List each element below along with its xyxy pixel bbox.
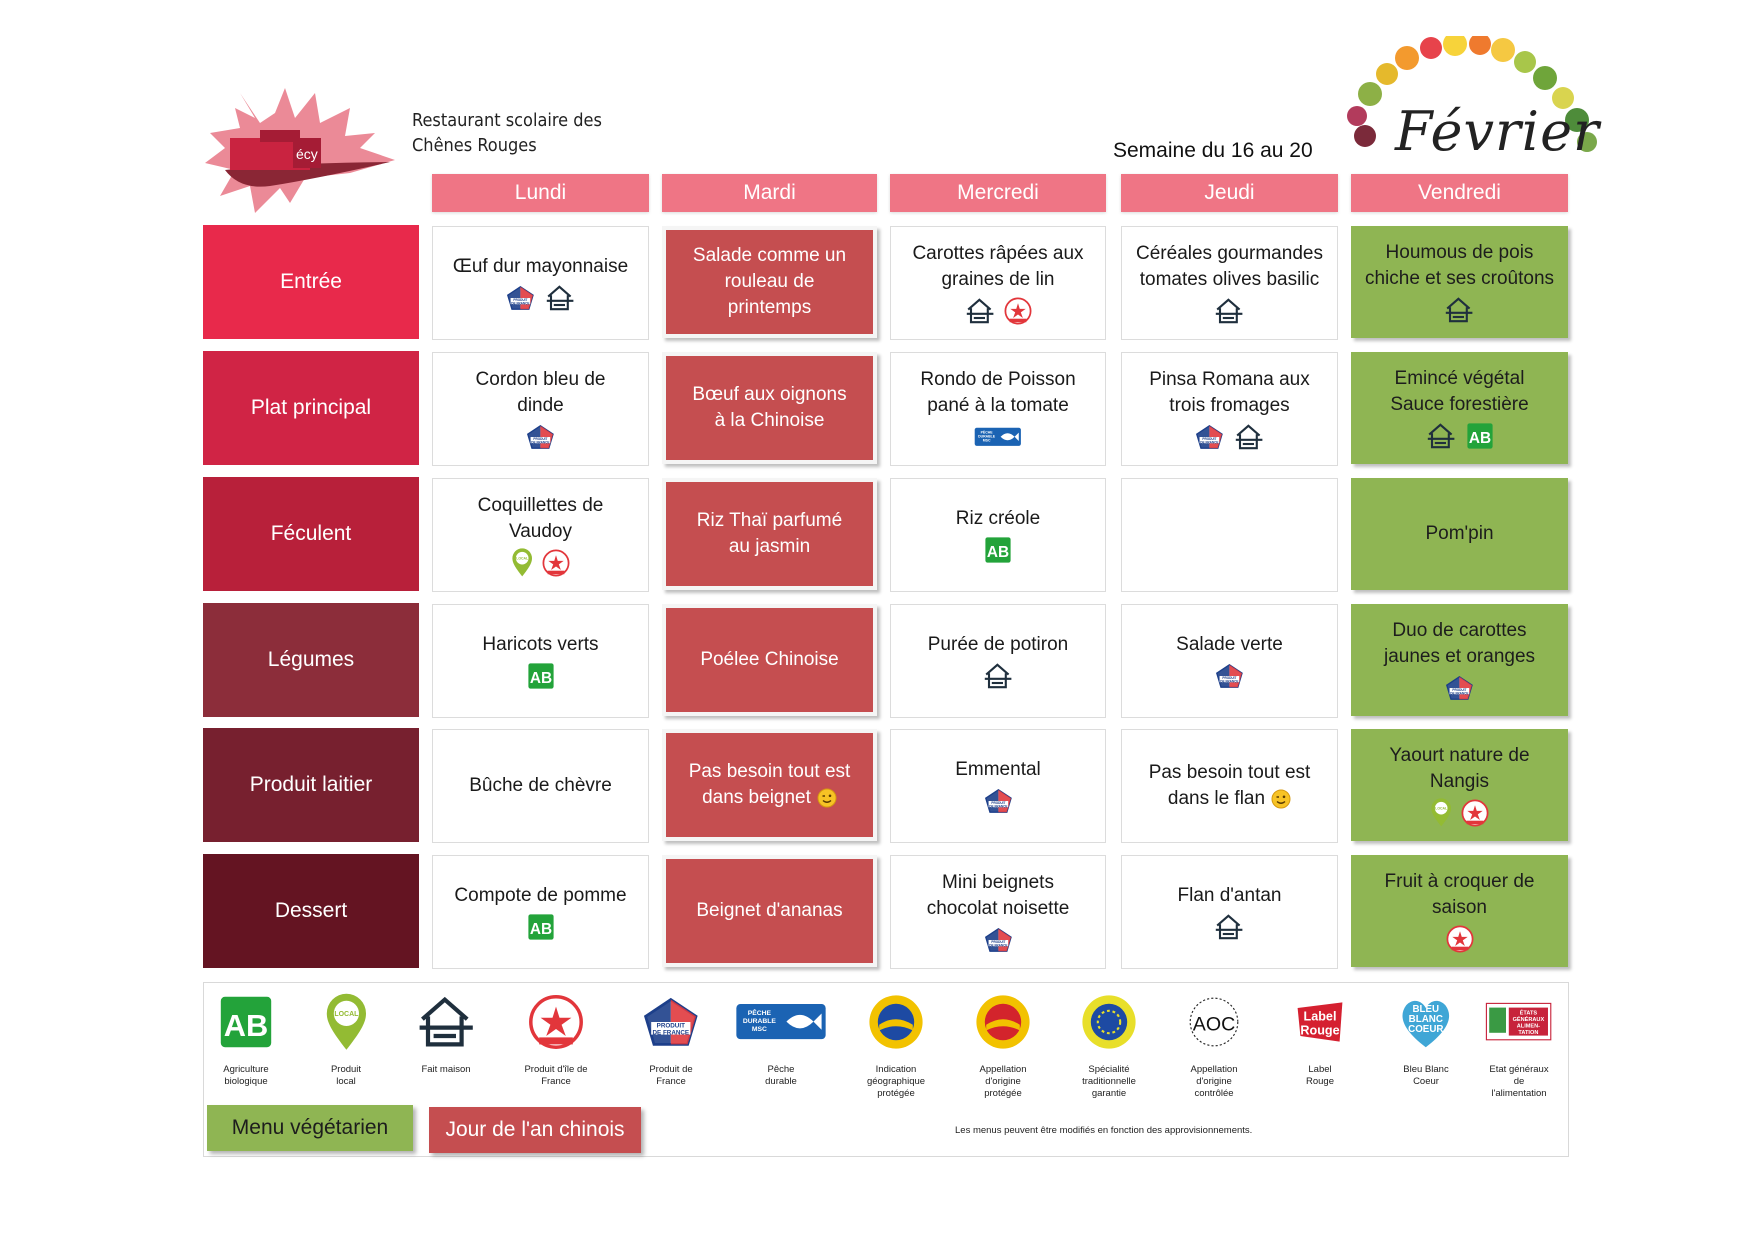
legend-item xyxy=(625,990,717,1088)
label-icons xyxy=(974,422,1022,452)
svg-text:DURABLE: DURABLE xyxy=(978,434,996,439)
svg-text:MSC: MSC xyxy=(751,1026,767,1034)
dish-name: Flan d'antan xyxy=(1177,884,1282,906)
menu-cell-lundi-0 xyxy=(432,226,649,340)
legend-item xyxy=(200,990,292,1088)
legend-label: Label Rouge xyxy=(1306,1064,1334,1087)
aoc-icon xyxy=(1168,990,1260,1054)
svg-text:ALIMEN-: ALIMEN- xyxy=(1517,1023,1541,1030)
day-header-mardi: Mardi xyxy=(662,174,877,212)
svg-text:AB: AB xyxy=(529,669,552,687)
menu-cell-jeudi-3 xyxy=(1121,604,1338,718)
label-icons xyxy=(1430,798,1488,828)
menu-cell-mardi-0 xyxy=(662,226,877,338)
legend-label: Spécialité traditionnelle garantie xyxy=(1082,1064,1136,1099)
agriculture-biologique-icon xyxy=(527,913,555,941)
produit-de-france-icon xyxy=(983,926,1014,954)
dish-name: Pas besoin tout est dans le flan xyxy=(1148,762,1311,809)
legend-item xyxy=(400,990,492,1076)
svg-text:PRODUIT: PRODUIT xyxy=(1452,687,1467,692)
svg-text:DE FRANCE: DE FRANCE xyxy=(988,803,1008,808)
menu-cell-mardi-3 xyxy=(662,604,877,716)
svg-text:ÉTATS: ÉTATS xyxy=(1520,1011,1538,1018)
svg-text:PRODUIT: PRODUIT xyxy=(533,436,548,441)
label-icons xyxy=(527,661,555,691)
dish-name: Fruit à croquer de saison xyxy=(1384,870,1535,918)
menu-cell-mercredi-4 xyxy=(890,729,1106,843)
dish-name: Riz créole xyxy=(955,507,1041,529)
legend-label: Produit de France xyxy=(649,1064,693,1087)
menu-cell-mardi-4 xyxy=(662,729,877,841)
legend-note: Les menus peuvent être modifiés en fonction des approvisionnements. xyxy=(955,1125,1253,1136)
svg-text:DE FRANCE: DE FRANCE xyxy=(988,942,1008,947)
produit-local-icon xyxy=(300,990,392,1054)
label-icons xyxy=(1214,661,1245,691)
svg-text:BLEU: BLEU xyxy=(1412,1004,1440,1016)
produit-de-france-icon xyxy=(505,284,536,312)
legend-label: Etat généraux de l'alimentation xyxy=(1489,1064,1549,1099)
fait-maison-icon xyxy=(1213,297,1245,325)
fait-maison-icon xyxy=(1233,423,1265,451)
month-title: Février xyxy=(1395,100,1600,163)
svg-text:AB: AB xyxy=(1468,429,1491,447)
legend-item xyxy=(1473,990,1565,1100)
svg-text:PRODUIT: PRODUIT xyxy=(990,800,1006,805)
fait-maison-icon xyxy=(1213,913,1245,941)
svg-text:DE FRANCE: DE FRANCE xyxy=(1200,439,1219,444)
svg-text:AB: AB xyxy=(529,920,552,938)
menu-cell-jeudi-2 xyxy=(1121,478,1338,592)
logo-text: écy xyxy=(296,146,318,162)
label-icons xyxy=(1444,673,1475,703)
dish-name: Emmental xyxy=(955,758,1041,780)
produit-ile-de-france-icon xyxy=(542,549,570,577)
dish-name: Houmous de pois chiche et ses croûtons xyxy=(1364,241,1555,289)
menu-cell-mercredi-5 xyxy=(890,855,1106,969)
label-icons xyxy=(505,283,576,313)
fait-maison-icon xyxy=(1443,296,1475,324)
svg-text:AB: AB xyxy=(986,543,1010,561)
dish-name: Rondo de Poisson pané à la tomate xyxy=(920,368,1076,416)
dish-name: Cordon bleu de dinde xyxy=(475,368,606,416)
svg-text:DE FRANCE: DE FRANCE xyxy=(1220,678,1239,683)
row-label-plat-principal: Plat principal xyxy=(203,351,419,465)
dish-name: Carottes râpées aux graines de lin xyxy=(912,242,1084,290)
day-header-mercredi: Mercredi xyxy=(890,174,1106,212)
dish-name: Haricots verts xyxy=(482,633,599,655)
label-icons xyxy=(1446,924,1474,954)
svg-text:TATION: TATION xyxy=(1518,1030,1539,1037)
dish-name: Mini beignets chocolat noisette xyxy=(926,871,1070,919)
fait-maison-icon xyxy=(982,662,1014,690)
legend-item xyxy=(510,990,602,1088)
dish-name: Duo de carottes jaunes et oranges xyxy=(1383,619,1536,667)
menu-cell-mercredi-2 xyxy=(890,478,1106,592)
menu-cell-vendredi-5 xyxy=(1351,855,1568,967)
label-icons xyxy=(1443,295,1475,325)
produit-ile-de-france-icon xyxy=(1446,925,1474,953)
row-label-feculent: Féculent xyxy=(203,477,419,591)
stg-icon xyxy=(1063,990,1155,1054)
label-icons xyxy=(982,661,1014,691)
menu-cell-mardi-2 xyxy=(662,478,877,590)
menu-cell-lundi-5 xyxy=(432,855,649,969)
produit-local-icon xyxy=(511,547,533,578)
menu-cell-vendredi-4 xyxy=(1351,729,1568,841)
menu-cell-jeudi-5 xyxy=(1121,855,1338,969)
dish-name: Coquillettes de Vaudoy xyxy=(477,494,604,542)
label-icons xyxy=(527,912,555,942)
produit-ile-de-france-icon xyxy=(510,990,602,1054)
dish-name: Œuf dur mayonnaise xyxy=(452,255,629,277)
dish-name: Emincé végétal Sauce forestière xyxy=(1390,367,1529,415)
svg-text:LOCAL: LOCAL xyxy=(333,1011,359,1019)
igp-icon xyxy=(850,990,942,1054)
aop-icon xyxy=(957,990,1049,1054)
fait-maison-icon xyxy=(1425,422,1457,450)
legend-item xyxy=(1274,990,1366,1088)
legend-label: Fait maison xyxy=(421,1064,471,1075)
produit-de-france-icon xyxy=(1444,674,1475,702)
dish-name: Riz Thaï parfumé au jasmin xyxy=(696,510,843,557)
chinese-new-year-legend-badge: Jour de l'an chinois xyxy=(429,1107,641,1153)
legend-label: Produit local xyxy=(330,1064,362,1087)
legend-label: Produit d'île de France xyxy=(524,1064,588,1087)
dish-name: Pas besoin tout est dans beignet xyxy=(688,761,851,808)
svg-text:BLANC: BLANC xyxy=(1408,1014,1444,1025)
legend-label: Bleu Blanc Coeur xyxy=(1403,1064,1449,1087)
fait-maison-icon xyxy=(400,990,492,1054)
svg-text:DE FRANCE: DE FRANCE xyxy=(652,1029,690,1037)
menu-cell-lundi-4 xyxy=(432,729,649,843)
menu-cell-vendredi-1 xyxy=(1351,352,1568,464)
label-icons xyxy=(964,296,1032,326)
agriculture-biologique-icon xyxy=(984,536,1012,564)
dish-name: Salade verte xyxy=(1176,633,1283,655)
produit-de-france-icon xyxy=(625,990,717,1054)
produit-ile-de-france-icon xyxy=(1004,297,1032,325)
svg-text:MSC: MSC xyxy=(982,438,991,443)
menu-cell-mardi-1 xyxy=(662,352,877,464)
svg-text:PRODUIT: PRODUIT xyxy=(1222,675,1237,680)
bleu-blanc-coeur-icon xyxy=(1380,990,1472,1054)
etats-generaux-icon xyxy=(1473,990,1565,1054)
menu-cell-jeudi-0 xyxy=(1121,226,1338,340)
day-header-vendredi: Vendredi xyxy=(1351,174,1568,212)
svg-text:Rouge: Rouge xyxy=(1300,1023,1340,1038)
wink-emoji-icon xyxy=(1271,789,1291,809)
menu-cell-vendredi-0 xyxy=(1351,226,1568,338)
produit-de-france-icon xyxy=(1214,662,1245,690)
legend-label: Appellation d'origine contrôlée xyxy=(1190,1064,1238,1099)
restaurant-name: Restaurant scolaire des Chênes Rouges xyxy=(412,110,602,156)
dish-name: Bœuf aux oignons à la Chinoise xyxy=(692,384,847,431)
menu-cell-mercredi-0 xyxy=(890,226,1106,340)
dish-name: Pinsa Romana aux trois fromages xyxy=(1149,368,1310,416)
dish-name: Poélee Chinoise xyxy=(700,649,839,670)
fait-maison-icon xyxy=(544,284,576,312)
produit-de-france-icon xyxy=(1194,423,1225,451)
svg-text:DE FRANCE: DE FRANCE xyxy=(531,439,550,444)
label-icons xyxy=(983,925,1014,955)
label-icons xyxy=(1194,422,1265,452)
svg-text:COEUR: COEUR xyxy=(1408,1023,1444,1035)
label-icons xyxy=(1213,912,1245,942)
menu-cell-mardi-5 xyxy=(662,855,877,967)
svg-text:PRODUIT: PRODUIT xyxy=(1202,436,1217,441)
menu-cell-jeudi-1 xyxy=(1121,352,1338,466)
agriculture-biologique-icon xyxy=(200,990,292,1054)
produit-ile-de-france-icon xyxy=(1461,799,1489,827)
dish-name: Céréales gourmandes tomates olives basilic xyxy=(1136,242,1323,290)
svg-text:PÊCHE: PÊCHE xyxy=(747,1010,771,1018)
label-rouge-icon xyxy=(1274,990,1366,1054)
dish-name: Bûche de chèvre xyxy=(469,775,612,796)
dish-name: Salade comme un rouleau de printemps xyxy=(692,245,847,318)
svg-text:PRODUIT: PRODUIT xyxy=(656,1022,686,1030)
menu-cell-jeudi-4 xyxy=(1121,729,1338,843)
restaurant-logo xyxy=(200,78,410,218)
svg-text:PÊCHE: PÊCHE xyxy=(980,430,993,435)
menu-cell-mercredi-1 xyxy=(890,352,1106,466)
svg-text:PRODUIT: PRODUIT xyxy=(990,939,1006,944)
legend-item xyxy=(300,990,392,1088)
legend-item xyxy=(1063,990,1155,1100)
label-icons xyxy=(983,786,1014,816)
day-header-jeudi: Jeudi xyxy=(1121,174,1338,212)
produit-de-france-icon xyxy=(983,787,1014,815)
label-icons xyxy=(525,422,556,452)
dish-name: Purée de potiron xyxy=(927,633,1069,655)
svg-text:LOCAL: LOCAL xyxy=(516,556,529,561)
dish-name: Beignet d'ananas xyxy=(696,900,843,921)
legend-item xyxy=(1168,990,1260,1100)
svg-text:Label: Label xyxy=(1303,1009,1337,1024)
menu-cell-vendredi-3 xyxy=(1351,604,1568,716)
legend-item xyxy=(735,990,827,1088)
svg-text:AB: AB xyxy=(223,1008,269,1043)
dish-name: Compote de pomme xyxy=(454,884,627,906)
label-icons xyxy=(1213,296,1245,326)
peche-durable-icon xyxy=(974,427,1022,447)
svg-text:PRODUIT: PRODUIT xyxy=(513,297,528,302)
legend-label: Appellation d'origine protégée xyxy=(979,1064,1027,1099)
svg-text:AOC: AOC xyxy=(1192,1013,1236,1036)
legend-item xyxy=(1380,990,1472,1088)
row-label-entree: Entrée xyxy=(203,225,419,339)
row-label-dessert: Dessert xyxy=(203,854,419,968)
legend-label: Agriculture biologique xyxy=(223,1064,269,1087)
label-icons xyxy=(984,535,1012,565)
wink-emoji-icon xyxy=(817,788,837,808)
week-label: Semaine du 16 au 20 xyxy=(1113,139,1313,162)
menu-cell-vendredi-2 xyxy=(1351,478,1568,590)
dish-name: Pom'pin xyxy=(1425,523,1494,544)
menu-cell-lundi-1 xyxy=(432,352,649,466)
label-icons xyxy=(1425,421,1493,451)
produit-local-icon xyxy=(1430,797,1452,828)
peche-durable-icon xyxy=(735,990,827,1054)
label-icons xyxy=(511,548,569,578)
dish-name: Yaourt nature de Nangis xyxy=(1389,744,1530,792)
menu-cell-lundi-3 xyxy=(432,604,649,718)
row-label-produit-laitier: Produit laitier xyxy=(203,728,419,842)
fait-maison-icon xyxy=(964,297,996,325)
svg-text:LOCAL: LOCAL xyxy=(1435,806,1448,811)
menu-cell-mercredi-3 xyxy=(890,604,1106,718)
produit-de-france-icon xyxy=(525,423,556,451)
vegetarian-legend-badge: Menu végétarien xyxy=(207,1105,413,1151)
menu-cell-lundi-2 xyxy=(432,478,649,592)
agriculture-biologique-icon xyxy=(527,662,555,690)
day-header-lundi: Lundi xyxy=(432,174,649,212)
svg-text:DE FRANCE: DE FRANCE xyxy=(511,300,530,305)
svg-text:DE FRANCE: DE FRANCE xyxy=(1450,690,1469,695)
agriculture-biologique-icon xyxy=(1466,422,1494,450)
svg-text:GÉNÉRAUX: GÉNÉRAUX xyxy=(1512,1017,1545,1024)
row-label-legumes: Légumes xyxy=(203,603,419,717)
legend-item xyxy=(850,990,942,1100)
svg-text:DURABLE: DURABLE xyxy=(742,1018,776,1026)
legend-label: Pêche durable xyxy=(765,1064,797,1087)
legend-label: Indication géographique protégée xyxy=(866,1064,926,1099)
legend-item xyxy=(957,990,1049,1100)
